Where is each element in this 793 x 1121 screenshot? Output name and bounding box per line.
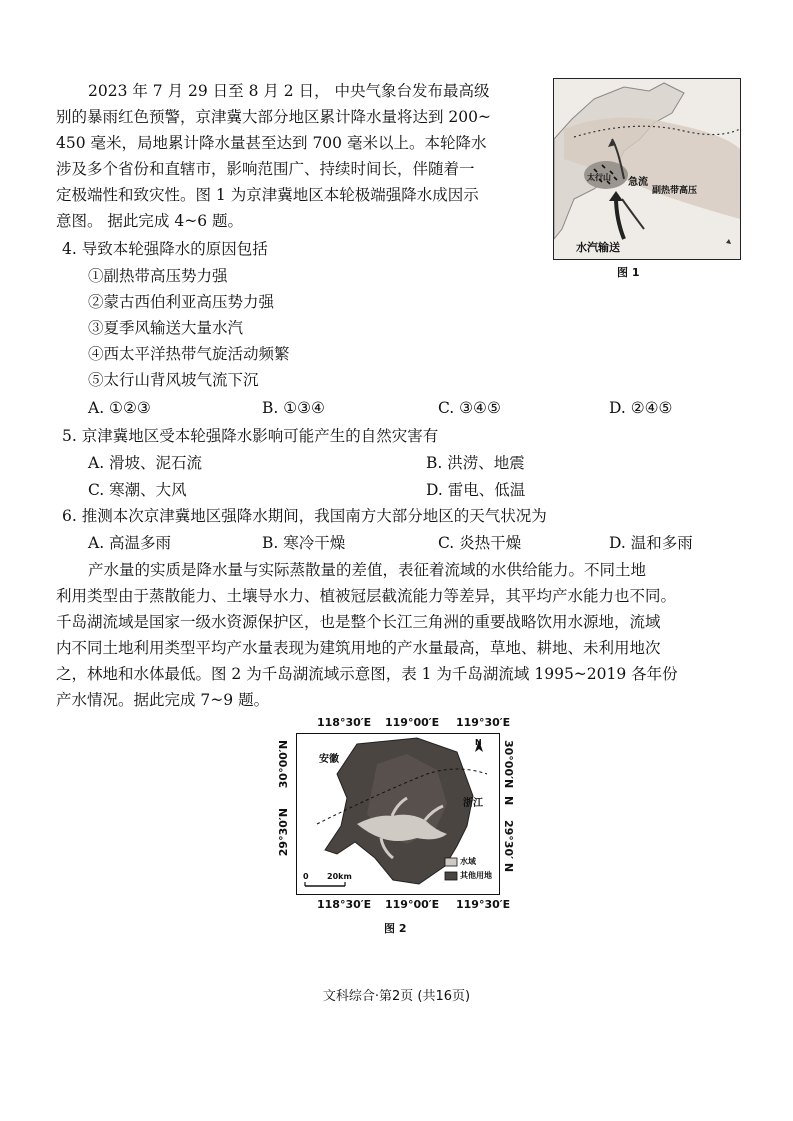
passage2-line: 产水情况。据此完成 7~9 题。 — [56, 691, 270, 709]
q6-choice-c[interactable]: C. 炎热干燥 — [438, 534, 522, 552]
fig2-top-tick: 119°30′E — [456, 716, 511, 729]
passage2-line: 产水量的实质是降水量与实际蒸散量的差值，表征着流域的水供给能力。不同土地 — [88, 561, 647, 579]
fig2-bottom-tick: 119°00′E — [385, 898, 440, 911]
fig2-top-tick: 119°00′E — [385, 716, 440, 729]
q4-stem: 4. 导致本轮强降水的原因包括 — [62, 240, 268, 258]
q4-choice-a[interactable]: A. ①②③ — [88, 399, 151, 417]
scale-zero-label: 0 — [303, 872, 309, 881]
fig2-right-tick: 30°00′N — [502, 740, 515, 789]
intro-line: 涉及多个省份和直辖市，影响范围广、持续时间长，伴随着一 — [56, 160, 475, 178]
q6-choice-a[interactable]: A. 高温多雨 — [88, 534, 172, 552]
vapor-label: 水汽输送 — [576, 241, 620, 254]
fig2-top-tick: 118°30′E — [317, 716, 372, 729]
fig2-left-tick: 29°30′N — [277, 808, 290, 857]
intro-line: 定极端性和致灾性。图 1 为京津冀地区本轮极端强降水成因示 — [56, 186, 479, 204]
passage2-line: 千岛湖流域是国家一级水资源保护区，也是整个长江三角洲的重要战略饮用水源地，流域 — [56, 613, 661, 631]
q4-item: ②蒙古西伯利亚高压势力强 — [88, 293, 275, 311]
figure1-map — [553, 78, 741, 260]
passage2-line: 内不同土地利用类型平均产水量表现为建筑用地的产水量最高，草地、耕地、未利用地次 — [56, 639, 661, 657]
q4-item: ⑤太行山背风坡气流下沉 — [88, 371, 259, 389]
figure2-map — [296, 733, 500, 895]
q5-choice-a[interactable]: A. 滑坡、泥石流 — [88, 454, 203, 472]
anhui-label: 安徽 — [319, 754, 339, 765]
zhejiang-label: 浙江 — [463, 798, 483, 809]
q4-item: ③夏季风输送大量水汽 — [88, 319, 244, 337]
q4-choice-b[interactable]: B. ①③④ — [262, 399, 325, 417]
passage2-line: 利用类型由于蒸散能力、土壤导水力、植被冠层截流能力等差异，其平均产水能力也不同。 — [56, 587, 677, 605]
fig2-left-tick: 30°00′N — [277, 740, 290, 789]
q5-choice-b[interactable]: B. 洪涝、地震 — [426, 454, 525, 472]
intro-line: 别的暴雨红色预警，京津冀大部分地区累计降水量将达到 200~ — [56, 108, 492, 126]
q6-choice-b[interactable]: B. 寒冷干燥 — [262, 534, 346, 552]
legend-water-label: 水域 — [460, 857, 476, 866]
subtropical-high-label: 副热带高压 — [652, 186, 698, 196]
q4-choice-d[interactable]: D. ②④⑤ — [609, 399, 673, 417]
page-footer: 文科综合·第2页 (共16页) — [322, 989, 471, 1004]
figure1-map-drawing — [554, 79, 740, 259]
north-label: N — [475, 738, 482, 747]
taihang-label: 太行山 — [587, 173, 611, 182]
scale-dist-label: 20km — [327, 872, 352, 881]
q4-choice-c[interactable]: C. ③④⑤ — [438, 399, 501, 417]
figure1-caption: 图 1 — [617, 266, 640, 279]
q6-stem: 6. 推测本次京津冀地区强降水期间，我国南方大部分地区的天气状况为 — [62, 507, 547, 525]
passage2-line: 之，林地和水体最低。图 2 为千岛湖流域示意图，表 1 为千岛湖流域 1995~2019 各年份 — [56, 665, 678, 683]
fig2-right-tick: N — [502, 796, 515, 806]
q5-choice-c[interactable]: C. 寒潮、大风 — [88, 481, 187, 499]
jet-label: 急流 — [628, 177, 648, 188]
q4-item: ④西太平洋热带气旋活动频繁 — [88, 345, 290, 363]
legend-other-label: 其他用地 — [460, 871, 492, 880]
intro-line: 450 毫米，局地累计降水量甚至达到 700 毫米以上。本轮降水 — [56, 134, 487, 152]
q6-choice-d[interactable]: D. 温和多雨 — [609, 534, 693, 552]
q5-stem: 5. 京津冀地区受本轮强降水影响可能产生的自然灾害有 — [62, 427, 439, 445]
q4-item: ①副热带高压势力强 — [88, 267, 228, 285]
fig2-bottom-tick: 118°30′E — [317, 898, 372, 911]
q5-choice-d[interactable]: D. 雷电、低温 — [426, 481, 526, 499]
intro-line: 2023 年 7 月 29 日至 8 月 2 日， 中央气象台发布最高级 — [88, 82, 490, 100]
figure2-caption: 图 2 — [384, 922, 407, 935]
fig2-bottom-tick: 119°30′E — [456, 898, 511, 911]
fig2-right-tick: 29°30′ N — [502, 820, 515, 873]
intro-line: 意图。 据此完成 4~6 题。 — [56, 212, 243, 230]
